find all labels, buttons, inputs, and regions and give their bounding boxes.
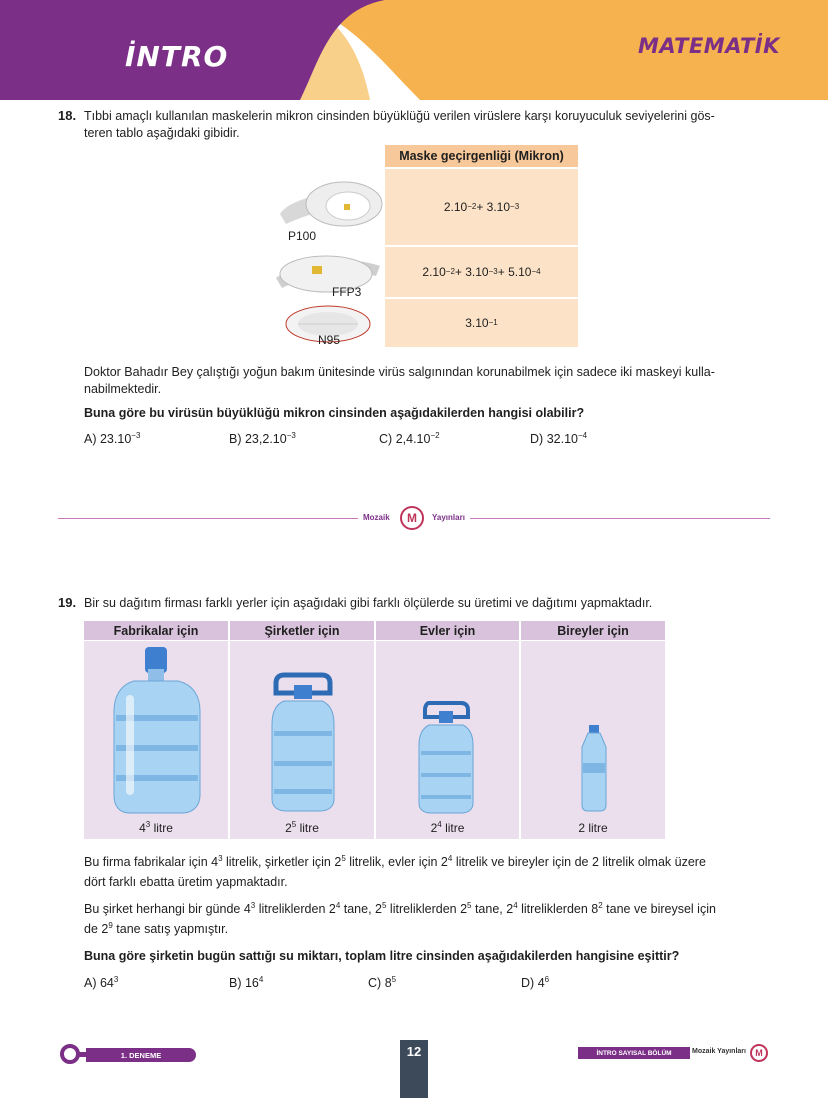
choice-exp: −2 (430, 430, 440, 440)
t: tane, 2 (471, 902, 514, 916)
e: 2 (598, 900, 603, 910)
t: litreliklerden 2 (255, 902, 336, 916)
t: litrelik, evler için 2 (345, 855, 448, 869)
choice-exp: 6 (544, 974, 550, 984)
t: litreliklerden 2 (386, 902, 468, 916)
col-base: 4 (139, 821, 146, 835)
q19-choice-a[interactable] (84, 976, 118, 990)
choice-label: A) (84, 976, 97, 990)
e: 3 (218, 853, 223, 863)
choice-exp: −3 (286, 430, 296, 440)
choice-base: 23.10 (99, 432, 132, 446)
q19-choice-c[interactable] (368, 976, 396, 990)
choice-base: 32.10 (546, 432, 578, 446)
v: + 5.10 (497, 265, 532, 279)
question-18-stem (84, 108, 774, 142)
col-header-companies: Şirketler için (230, 621, 374, 640)
publisher-logo-icon: M (400, 506, 424, 530)
mask-table-header: Maske geçirgenliği (Mikron) (385, 145, 578, 167)
choice-base: 2,4.10 (395, 432, 431, 446)
q18-stem-line1: Tıbbi amaçlı kullanılan maskelerin mikron cinsinden büyüklüğü verilen virüslere karşı koruyuculuk seviyelerini gös- (84, 109, 715, 123)
mask-value-p100: 2.10 −2 + 3.10 −3 (385, 169, 578, 245)
large-water-jug-image (112, 645, 202, 815)
choice-base: 64 (99, 976, 114, 990)
t: Bu şirket herhangi bir günde 4 (84, 902, 251, 916)
t: litreliklerden 8 (517, 902, 599, 916)
q19-choice-b[interactable] (229, 976, 263, 990)
choice-exp: 3 (113, 974, 119, 984)
choice-base: 8 (384, 976, 392, 990)
choice-exp: 4 (258, 974, 264, 984)
v: 3.10 (465, 316, 489, 330)
divider-line-right (470, 518, 770, 519)
brand-intro: İNTRO (125, 40, 229, 73)
col-unit: litre (296, 821, 319, 835)
col-header-individuals: Bireyler için (521, 621, 665, 640)
choice-label: D) (521, 976, 535, 990)
mask-p100-label: P100 (288, 229, 317, 243)
col-header-factories: Fabrikalar için (84, 621, 228, 640)
footer-logo-icon: M (750, 1044, 768, 1062)
footer-exam-label: 1. DENEME (86, 1048, 196, 1062)
t: Bu firma fabrikalar için 4 (84, 855, 219, 869)
divider-text-right: Yayınları (432, 513, 465, 522)
q18-paragraph (84, 364, 774, 398)
q19-p2-line2 (84, 919, 784, 939)
t: tane, 2 (340, 902, 382, 916)
col-exp: 4 (437, 820, 442, 829)
e: 4 (447, 853, 453, 863)
choice-label: B) (229, 976, 242, 990)
e: 4 (335, 900, 341, 910)
v: + 3.10 (476, 200, 511, 214)
q18-para-line2: nabilmektedir. (84, 382, 162, 396)
choice-label: C) (379, 432, 393, 446)
col-label-companies (230, 821, 374, 835)
q19-p1-line1 (84, 852, 784, 872)
page-number: 12 (400, 1040, 428, 1098)
choice-exp: 5 (391, 974, 397, 984)
col-base: 2 litre (578, 821, 608, 835)
question-19-number: 19. (58, 595, 77, 610)
e: 9 (108, 920, 113, 930)
e: 5 (341, 853, 346, 863)
e: 5 (381, 900, 387, 910)
q19-p1-line2: dört farklı ebatta üretim yapmaktadır. (84, 875, 288, 889)
choice-base: 16 (244, 976, 259, 990)
col-individuals (521, 641, 665, 839)
q18-stem-line2: teren tablo aşağıdaki gibidir. (84, 126, 240, 140)
choice-base: 23,2.10 (244, 432, 287, 446)
mask-n95-label: N95 (318, 333, 341, 347)
v: + 3.10 (454, 265, 489, 279)
col-homes (376, 641, 519, 839)
v: 2.10 (422, 265, 446, 279)
medium-water-bottle-image (270, 671, 336, 813)
col-factories (84, 641, 228, 839)
q19-stem: Bir su dağıtım firması farklı yerler için aşağıdaki gibi farklı ölçülerde su üretimi ve dağıtımı yapmaktadır. (84, 596, 653, 610)
mask-ffp3-image (272, 252, 384, 298)
choice-exp: −4 (577, 430, 588, 440)
q18-choice-d[interactable] (530, 432, 587, 446)
footer-publisher: Mozaik Yayınları (692, 1048, 746, 1055)
choice-label: C) (368, 976, 382, 990)
e: 3 (250, 900, 256, 910)
footer-ring-icon (60, 1044, 80, 1064)
choice-label: A) (84, 432, 97, 446)
e: 5 (467, 900, 472, 910)
small-water-bottle-image (417, 699, 477, 815)
col-unit: litre (150, 821, 173, 835)
q19-question: Buna göre şirketin bugün sattığı su miktarı, toplam litre cinsinden aşağıdakilerden hangisine eşittir? (84, 949, 680, 963)
col-label-factories (84, 821, 228, 835)
mask-value-n95: 3.10 −1 (385, 299, 578, 347)
choice-base: 4 (537, 976, 545, 990)
q19-paragraph-1 (84, 852, 784, 892)
col-exp: 3 (145, 820, 151, 829)
choice-exp: −3 (131, 430, 141, 440)
question-18-number: 18. (58, 108, 77, 123)
q18-choice-c[interactable] (379, 432, 440, 446)
t: litrelik ve bireyler için de 2 litrelik olmak üzere (452, 855, 706, 869)
q19-p2-line1 (84, 899, 784, 919)
q18-choice-a[interactable] (84, 432, 140, 446)
col-label-homes (376, 821, 519, 835)
mask-value-ffp3: 2.10 −2 + 3.10 −3 + 5.10 −4 (385, 247, 578, 297)
col-base: 2 (285, 821, 292, 835)
col-companies (230, 641, 374, 839)
col-base: 2 (430, 821, 438, 835)
footer-section-label: İNTRO SAYISAL BÖLÜM (578, 1047, 690, 1059)
t: de 2 (84, 922, 109, 936)
col-header-homes: Evler için (376, 621, 519, 640)
mask-ffp3-label: FFP3 (332, 285, 362, 299)
t: tane ve bireysel için (602, 902, 716, 916)
choice-label: D) (530, 432, 544, 446)
col-exp: 5 (291, 820, 297, 829)
col-label-individuals (521, 821, 665, 835)
e: 4 (513, 900, 518, 910)
q19-paragraph-2 (84, 899, 784, 939)
subject-title: MATEMATİK (638, 34, 780, 58)
q18-question: Buna göre bu virüsün büyüklüğü mikron cinsinden aşağıdakilerden hangisi olabilir? (84, 406, 585, 420)
t: tane satış yapmıştır. (112, 922, 229, 936)
divider-line-left (58, 518, 358, 519)
v: 2.10 (443, 200, 468, 214)
choice-label: B) (229, 432, 242, 446)
t: litrelik, şirketler için 2 (222, 855, 342, 869)
divider-text-left: Mozaik (363, 513, 390, 522)
personal-water-bottle-image (578, 723, 610, 813)
col-unit: litre (441, 821, 465, 835)
q18-para-line1: Doktor Bahadır Bey çalıştığı yoğun bakım ünitesinde virüs salgınından korunabilmek için sadece iki maskeyi kulla- (84, 365, 715, 379)
q19-choice-d[interactable] (521, 976, 549, 990)
q18-choice-b[interactable] (229, 432, 296, 446)
